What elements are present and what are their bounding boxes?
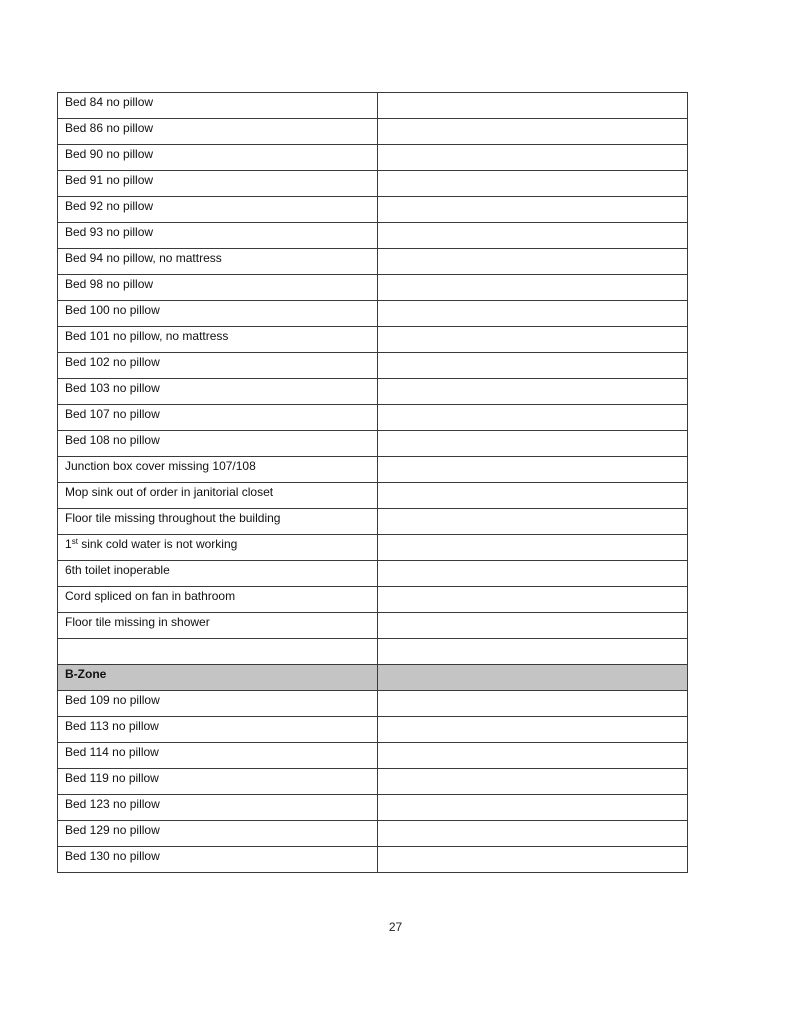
table-row <box>58 795 688 821</box>
table-row <box>58 327 688 353</box>
issue-cell: Bed 103 no pillow <box>58 379 378 405</box>
notes-cell <box>378 743 688 769</box>
table-row <box>58 93 688 119</box>
table-row <box>58 275 688 301</box>
table-row <box>58 847 688 873</box>
notes-cell <box>378 197 688 223</box>
table-row <box>58 405 688 431</box>
notes-cell <box>378 119 688 145</box>
notes-cell <box>378 613 688 639</box>
table-row <box>58 457 688 483</box>
notes-cell <box>378 379 688 405</box>
notes-cell <box>378 847 688 873</box>
issue-cell: Bed 100 no pillow <box>58 301 378 327</box>
table-row <box>58 743 688 769</box>
table-row <box>58 561 688 587</box>
issue-cell: Bed 123 no pillow <box>58 795 378 821</box>
notes-cell <box>378 223 688 249</box>
issue-cell: Bed 129 no pillow <box>58 821 378 847</box>
notes-cell <box>378 275 688 301</box>
table-row <box>58 509 688 535</box>
table-row <box>58 483 688 509</box>
issue-text: sink cold water is not working <box>77 537 238 551</box>
issue-cell: Bed 101 no pillow, no mattress <box>58 327 378 353</box>
table-row <box>58 587 688 613</box>
table-row <box>58 717 688 743</box>
issue-cell: Bed 108 no pillow <box>58 431 378 457</box>
issue-cell: Bed 94 no pillow, no mattress <box>58 249 378 275</box>
table-row <box>58 431 688 457</box>
issue-cell: Bed 102 no pillow <box>58 353 378 379</box>
notes-cell <box>378 769 688 795</box>
issue-cell: Bed 90 no pillow <box>58 145 378 171</box>
issue-cell: Bed 93 no pillow <box>58 223 378 249</box>
table-row <box>58 379 688 405</box>
section-notes-cell <box>378 665 688 691</box>
issue-cell: Bed 98 no pillow <box>58 275 378 301</box>
issue-cell: Bed 130 no pillow <box>58 847 378 873</box>
notes-cell <box>378 353 688 379</box>
issue-cell <box>58 535 378 561</box>
issue-cell <box>58 639 378 665</box>
issue-cell: Bed 86 no pillow <box>58 119 378 145</box>
table-row <box>58 249 688 275</box>
table-row <box>58 171 688 197</box>
issue-cell: Bed 91 no pillow <box>58 171 378 197</box>
table-row <box>58 535 688 561</box>
notes-cell <box>378 561 688 587</box>
notes-cell <box>378 327 688 353</box>
issue-cell: Bed 107 no pillow <box>58 405 378 431</box>
notes-cell <box>378 249 688 275</box>
notes-cell <box>378 431 688 457</box>
inspection-findings-table <box>57 92 688 873</box>
notes-cell <box>378 483 688 509</box>
table-row <box>58 301 688 327</box>
table-row <box>58 769 688 795</box>
issue-cell: Mop sink out of order in janitorial closet <box>58 483 378 509</box>
notes-cell <box>378 457 688 483</box>
issue-cell: 6th toilet inoperable <box>58 561 378 587</box>
notes-cell <box>378 691 688 717</box>
page-number: 27 <box>388 920 403 934</box>
notes-cell <box>378 509 688 535</box>
notes-cell <box>378 93 688 119</box>
section-header-row <box>58 665 688 691</box>
table-row <box>58 821 688 847</box>
table-row <box>58 223 688 249</box>
ordinal-suffix: st <box>71 537 78 546</box>
notes-cell <box>378 145 688 171</box>
table-row <box>58 145 688 171</box>
notes-cell <box>378 405 688 431</box>
table-row <box>58 119 688 145</box>
issue-cell: Bed 92 no pillow <box>58 197 378 223</box>
issue-cell: Bed 84 no pillow <box>58 93 378 119</box>
notes-cell <box>378 717 688 743</box>
issue-cell: Floor tile missing in shower <box>58 613 378 639</box>
issue-cell: Bed 119 no pillow <box>58 769 378 795</box>
table-row <box>58 197 688 223</box>
notes-cell <box>378 587 688 613</box>
issue-ordinal-number: 1 <box>65 537 72 551</box>
table-body <box>58 93 688 873</box>
table-row <box>58 353 688 379</box>
issue-cell: Bed 113 no pillow <box>58 717 378 743</box>
notes-cell <box>378 301 688 327</box>
issue-cell: Bed 114 no pillow <box>58 743 378 769</box>
section-title-cell: B-Zone <box>58 665 378 691</box>
table-row <box>58 613 688 639</box>
issue-cell: Bed 109 no pillow <box>58 691 378 717</box>
table-row <box>58 691 688 717</box>
issue-cell: Junction box cover missing 107/108 <box>58 457 378 483</box>
notes-cell <box>378 821 688 847</box>
notes-cell <box>378 171 688 197</box>
issue-cell: Floor tile missing throughout the building <box>58 509 378 535</box>
issue-cell: Cord spliced on fan in bathroom <box>58 587 378 613</box>
table-row <box>58 639 688 665</box>
notes-cell <box>378 639 688 665</box>
notes-cell <box>378 535 688 561</box>
notes-cell <box>378 795 688 821</box>
